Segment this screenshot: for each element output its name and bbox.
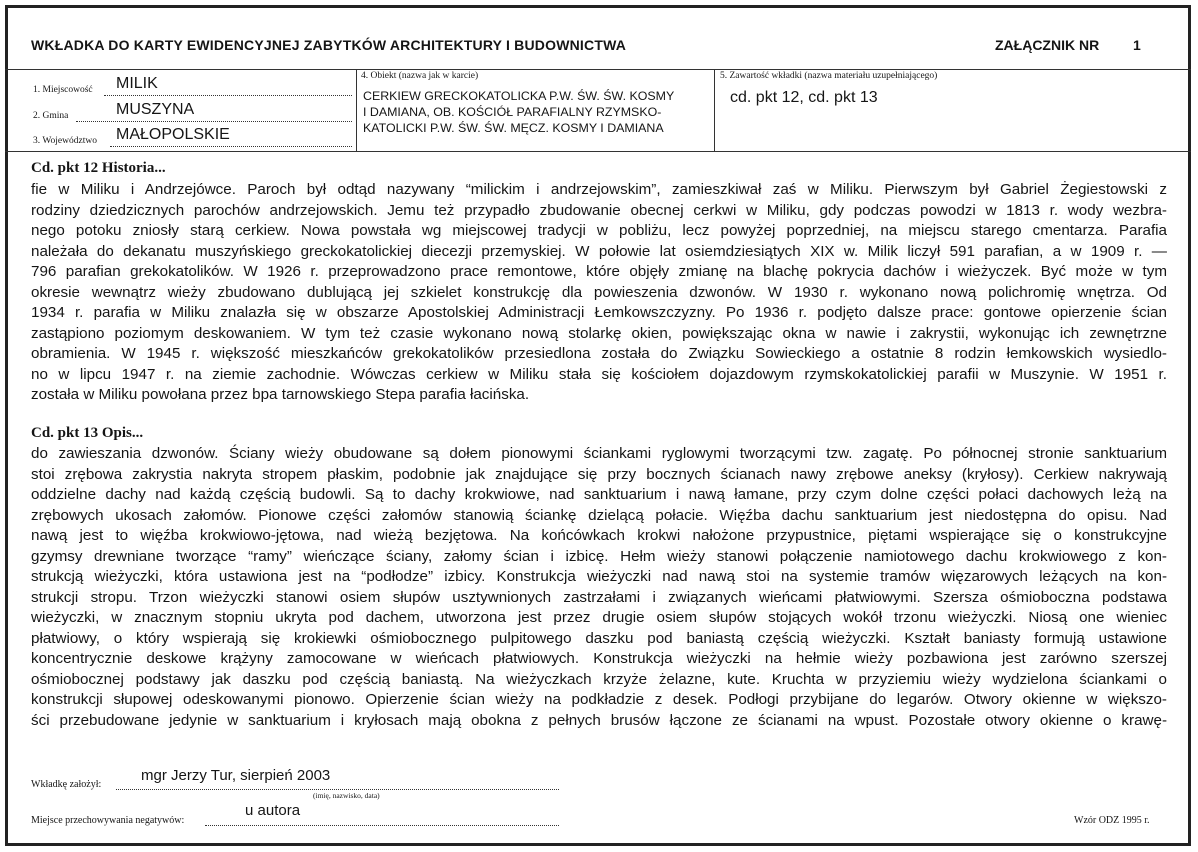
text-line: ści przebudowane jedynie w sanktuarium i kryłosach mają obokna z pełnych brusów łączone ze ścianami na wpust. Pozostałe otwory okienne o krawę- bbox=[31, 711, 1167, 729]
miejscowosc-dotline bbox=[104, 95, 352, 96]
text-line: no w lipcu 1947 r. na ziemie zachodnie. Wówczas cerkiew w Miliku stała się kościołem dojazdowym rzymskokatolickiej parafii w Muszynie. W 1951 r. bbox=[31, 365, 1167, 383]
text-line: obramienia. W 1945 r. większość mieszkańców grekokatolików przesiedlona została do Związku Sowieckiego a ostatnie 8 rodzin łemkowskich wysiedlo- bbox=[31, 345, 1167, 362]
author-dotline bbox=[116, 789, 559, 790]
zawartosc-label: 5. Zawartość wkładki (nazwa materiału uzupełniającego) bbox=[720, 71, 938, 81]
wojewodztwo-dotline bbox=[110, 146, 352, 147]
annex-label: ZAŁĄCZNIK NR bbox=[995, 37, 1100, 53]
text-line: rodziny dziedzicznych parochów andrzejowskich. Jemu też przypadło zbudowanie obecnej cerkwi w Miliku, gdy podczas powodzi w 1813 r. wody wezbra- bbox=[31, 201, 1167, 219]
field-box-bottom-rule bbox=[5, 151, 1191, 152]
text-line: została w Miliku powołana przez bpa tarnowskiego Stepa parafia łacińska. bbox=[31, 386, 530, 403]
section-heading-historia: Cd. pkt 12 Historia... bbox=[31, 160, 166, 176]
text-line: płatwiowy, o który wspierają się krokiewki ośmiobocznego pulpitowego daszku pod baniastą częścią wieżyczki. Kształt baniasty formują ustawione bbox=[31, 629, 1167, 647]
text-line: nego potoku zniosły starą cerkiew. Nowa powstała wg miejscowej tradycji w pobliżu, lecz powyżej poprzedniej, na miejscu starego cmentarza. Parafia bbox=[31, 222, 1167, 239]
negatives-dotline bbox=[205, 825, 559, 826]
text-line: koncentrycznie deskowe krążyny zamocowane w wieńcach płatwiowych. Konstrukcja wieżyczki na hełmie wieży pozbawiona jest zarówno szerszej bbox=[31, 650, 1167, 667]
author-hint: (imię, nazwisko, data) bbox=[313, 791, 380, 800]
wojewodztwo-value: MAŁOPOLSKIE bbox=[116, 126, 230, 143]
text-line: gzymsy drewniane tworzące “ramy” wieńczące ściany, załomy ścian i izbicę. Hełm wieży stanowi połączenie namiotowego dachu krokwiowego z kon- bbox=[31, 547, 1167, 565]
gmina-label: 2. Gmina bbox=[33, 111, 69, 121]
form-version-label: Wzór ODZ 1995 r. bbox=[1074, 815, 1150, 826]
text-line: do zawieszania dzwonów. Ściany wieży obudowane są dołem pionowymi ściankami ryglowymi tworzącymi tzw. zagatę. Po północnej stronie sanktuarium bbox=[31, 445, 1167, 462]
form-title: WKŁADKA DO KARTY EWIDENCYJNEJ ZABYTKÓW ARCHITEKTURY I BUDOWNICTWA bbox=[31, 37, 627, 53]
field-box-divider-2 bbox=[714, 69, 715, 151]
text-line: oddzielne dachy nad każdą częścią budowli. Są to dachy krokwiowe, nad sanktuarium i nawą łamane, przy czym dolne części połaci dachowych leżą na bbox=[31, 486, 1167, 503]
text-line: strukcji stropu. Trzon wieżyczki stanowi osiem słupów usztywnionych zastrzałami i związanych wieńcami płatwiowymi. Szersza ośmioboczna podstawa bbox=[31, 588, 1167, 606]
negatives-value: u autora bbox=[245, 802, 301, 819]
gmina-value: MUSZYNA bbox=[116, 101, 195, 118]
miejscowosc-label: 1. Miejscowość bbox=[33, 85, 93, 95]
section-text-historia bbox=[31, 180, 1167, 406]
section-heading-opis: Cd. pkt 13 Opis... bbox=[31, 425, 144, 441]
obiekt-line: I DAMIANA, OB. KOŚCIÓŁ PARAFIALNY RZYMSKO- bbox=[363, 105, 662, 119]
text-line: zastąpiono poziomym deskowaniem. W tym też czasie wykonano nową stolarkę okien, powiększając okna w nawie i zakrystii, wykonując ich zewnętrzne bbox=[31, 324, 1167, 342]
text-line: zrębowych ukosach załomów. Pionowe części załomów stanowią ściankę dzielącą połacie. Więźba dachu sanktuarium jest niedostępna do opisu. Nad bbox=[31, 506, 1167, 524]
text-line: konstrukcji słupowej odeskowanymi pionowo. Opierzenie ścian wieży na podkładzie z desek. Podłogi przybijane do legarów. Otwory okienne w większo- bbox=[31, 691, 1167, 708]
text-line: nawą jest to więźba krokwiowo-jętowa, nad wieżą bezjętowa. Na końcówkach krokwi nałożone przypustnice, piętami wspierające się o konstrukcyjne bbox=[31, 527, 1167, 544]
annex-number: 1 bbox=[1133, 37, 1141, 53]
text-line: należała do dekanatu muszyńskiego greckokatolickiej diecezji przemyskiej. W połowie lat osiemdziesiątych XIX w. Milik liczył 591 parafian, a w 1909 r. — bbox=[31, 242, 1167, 260]
text-line: stoi zrębowa zakrystia nakryta stropem płaskim, podobnie jak znajdujące się przy bocznych ścianach nawy zrębowe aneksy (kryłosy). Cerkiew nakrywają bbox=[31, 465, 1167, 483]
author-label: Wkładkę założył: bbox=[31, 779, 102, 790]
obiekt-line: KATOLICKI P.W. ŚW. ŚW. MĘCZ. KOSMY I DAMIANA bbox=[363, 121, 664, 135]
text-line: wieżyczki, w znacznym stopniu ukryta pod dachem, utworzona jest przez drugie osiem słupów stojących wokół trzonu wieżyczki. Niosą one wieniec bbox=[31, 609, 1167, 626]
obiekt-label: 4. Obiekt (nazwa jak w karcie) bbox=[361, 71, 479, 81]
text-line: 796 parafian grekokatolików. W 1926 r. przeprowadzono prace remontowe, które objęły zmianę na blachę pokrycia dachów i wieżyczek. Być może w tym bbox=[31, 263, 1167, 280]
text-line: okresie wewnątrz wieży zbudowano dublującą jej szkielet konstrukcję dla powieszenia dzwonów. W 1930 r. wykonano nową polichromię wnętrza. Od bbox=[31, 283, 1167, 301]
negatives-label: Miejsce przechowywania negatywów: bbox=[31, 815, 185, 826]
wojewodztwo-label: 3. Województwo bbox=[33, 136, 97, 146]
field-box-top-rule bbox=[5, 69, 1191, 70]
section-text-opis bbox=[31, 444, 1167, 731]
zawartosc-value: cd. pkt 12, cd. pkt 13 bbox=[730, 89, 878, 106]
field-box-divider-1 bbox=[356, 69, 357, 151]
gmina-dotline bbox=[76, 121, 352, 122]
obiekt-line: CERKIEW GRECKOKATOLICKA P.W. ŚW. ŚW. KOSMY bbox=[363, 89, 675, 103]
text-line: fie w Miliku i Andrzejówce. Paroch był odtąd nazywany “milickim i andrzejowskim”, zamieszkiwał zaś w Miliku. Pierwszym był Gabriel Żegiestowski z bbox=[31, 181, 1167, 198]
obiekt-value bbox=[363, 88, 713, 136]
text-line: 1934 r. parafia w Miliku znalazła się w obszarze Apostolskiej Administracji Łemkowszczyzny. Po 1936 r. podjęto dalsze prace: gontowe opierzenie ścian bbox=[31, 304, 1167, 321]
miejscowosc-value: MILIK bbox=[116, 75, 158, 92]
author-value: mgr Jerzy Tur, sierpień 2003 bbox=[141, 767, 331, 784]
text-line: ośmiobocznej podstawy jak daszku pod częścią baniastą. Na wieżyczkach krzyże żelazne, kute. Kruchta w przyziemiu wieży wydzielona ściankami o bbox=[31, 670, 1167, 688]
text-line: strukcją wieżyczki, która ustawiona jest na “podłodze” izbicy. Konstrukcja wieżyczki nad nawą stoi na systemie tramów więzarowych leżących na kon- bbox=[31, 568, 1167, 585]
